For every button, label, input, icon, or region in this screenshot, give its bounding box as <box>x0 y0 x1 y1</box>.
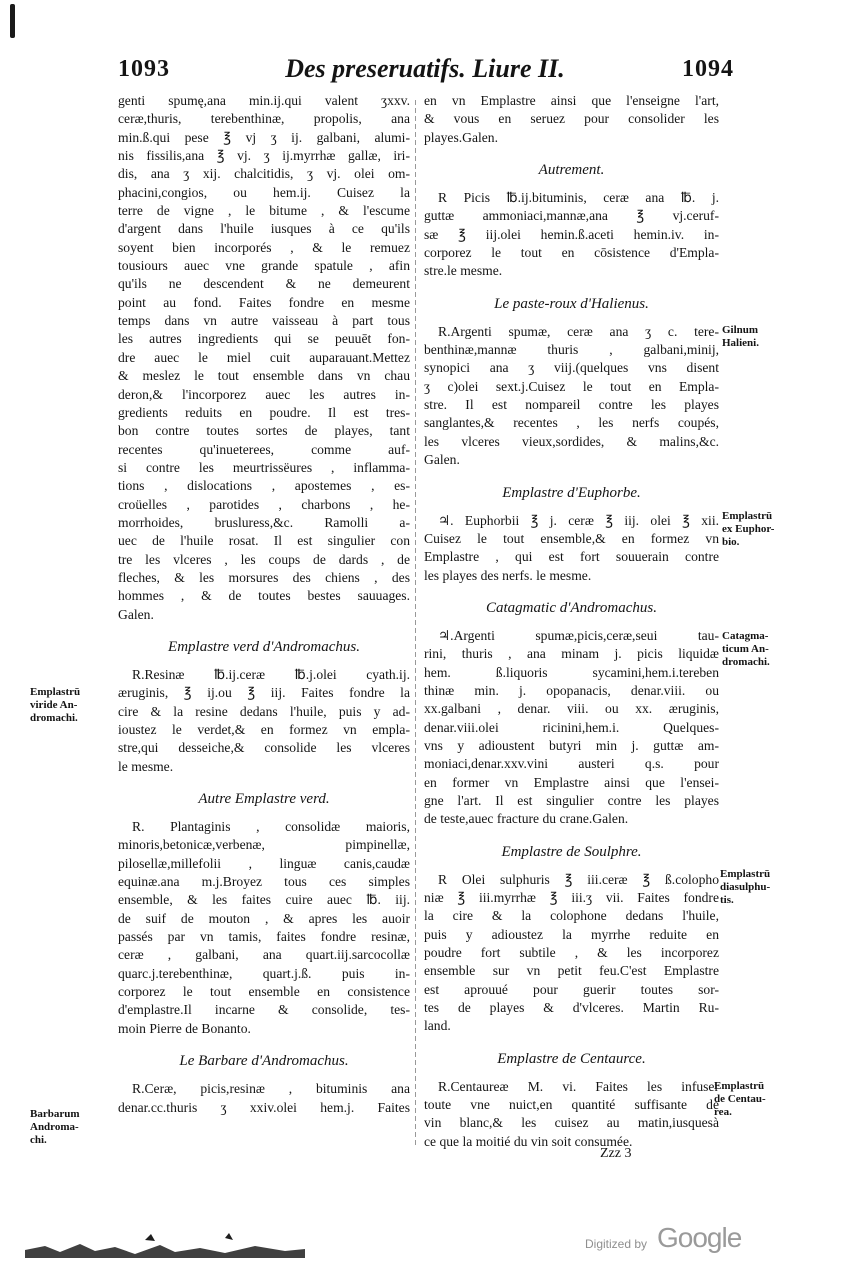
text-line: tre les vlceres , les coups de dards , de <box>118 551 410 567</box>
text-line: en former vn Emplastre ainsi que l'ensei- <box>424 774 719 790</box>
text-line: moniaci,denar.xxv.vini austeri q.s. pour <box>424 756 719 772</box>
text-line: poudre fort subtile , & les incorporez <box>424 945 719 961</box>
text-line: passés par vn tamis, faites fondre resinæ, <box>118 929 410 945</box>
margin-note: Emplastrū de Centau- rea. <box>714 1080 766 1118</box>
text-line: terre de vigne , le bitume , & l'escume <box>118 203 410 219</box>
text-line: de teste,auec fracture du crane.Galen. <box>424 811 629 827</box>
digitized-by-label: Digitized by <box>585 1237 648 1251</box>
text-line: ceræ , galbani, ana quart.iij.sarcocollæ <box>118 947 410 963</box>
text-line: gne l'art. Il est singulier contre les playes <box>424 792 719 808</box>
scan-smudge <box>25 1232 305 1262</box>
margin-note: Gilnum Halieni. <box>722 324 759 349</box>
text-line: vns y adioustent butyri min j. guttæ am- <box>424 737 719 753</box>
text-line: les playes des nerfs. le mesme. <box>424 567 592 583</box>
text-line: Galen. <box>424 452 460 468</box>
section-heading: Autrement. <box>538 162 605 179</box>
text-line: R. Plantaginis , consolidæ maioris, <box>132 819 410 835</box>
text-line: quarc.j.terebenthinæ, quart.j.ß. puis in- <box>118 965 410 981</box>
text-line: equinæ.ana m.j.Broyez tous ces simples <box>118 874 410 890</box>
text-line: croüelles , parotides , charbons , he- <box>118 496 410 512</box>
left-column <box>118 92 410 1117</box>
text-line: R.Resinæ ℔.ij.ceræ ℔.j.olei cyath.ij. <box>132 666 410 682</box>
running-title: Des preseruatifs. Liure II. <box>285 54 565 83</box>
text-line: ce que la moitié du vin soit consumée. <box>424 1133 633 1149</box>
text-line: si contre les meurtrissëures , inflamma- <box>118 459 410 475</box>
text-line: benthinæ,mannæ thuris , galbani,minij, <box>424 342 719 358</box>
catchword: Zzz 3 <box>600 1146 632 1161</box>
text-line: toute vne nuict,en quantité suffisante de <box>424 1097 719 1113</box>
text-line: deron,& l'incorporez auec les autres in- <box>118 386 410 402</box>
text-line: bon contre toutes sortes de playes, tant <box>118 423 410 439</box>
text-line: les vlceres vieux,sordides, & malins,&c. <box>424 433 719 449</box>
text-line: stre,qui desseiche,& consolide les vlceres <box>118 740 410 756</box>
section-heading: Le Barbare d'Andromachus. <box>179 1053 349 1070</box>
right-column <box>424 92 719 1151</box>
text-line: & meslez le tout ensemble dans vn chau <box>118 368 410 384</box>
text-line: tions , dislocations , apostemes , es- <box>118 478 410 494</box>
text-line: denar.cc.thuris ʒ xxiv.olei hem.j. Faites <box>118 1099 410 1115</box>
text-line: pilosellæ,millefolii , linguæ canis,caudæ <box>118 855 410 871</box>
text-line: rini, thuris , ana minam j. picis liquidæ <box>424 646 719 662</box>
page-header <box>110 54 740 90</box>
text-line: stre.le mesme. <box>424 263 503 279</box>
page-edge-mark <box>10 4 15 38</box>
text-line: R.Centaureæ M. vi. Faites les infuser <box>438 1078 719 1094</box>
text-line: cire & la resine dedans l'huile, puis y ad- <box>118 703 410 719</box>
left-page-number: 1093 <box>118 56 170 82</box>
margin-note: Emplastrū ex Euphor- bio. <box>722 510 775 548</box>
text-line: corporez le tout ensemble en consistence <box>118 984 410 1000</box>
text-line: hommes , & de toutes bestes sauuages. <box>118 588 410 604</box>
text-line: æruginis, ℥ ij.ou ℥ iij. Faites fondre la <box>118 685 410 701</box>
text-line: stre. Il est nompareil contre les playes <box>424 397 719 413</box>
text-line: de suif de mouton , & apres les auoir <box>118 910 410 926</box>
text-line: synopici ana ʒ viij.(quelques vns disent <box>424 360 719 376</box>
text-line: genti spumę,ana min.ij.qui valent ʒxxv. <box>118 93 410 108</box>
text-line: ioustez le verdet,& en formez vn empla- <box>118 722 410 737</box>
section-heading: Autre Emplastre verd. <box>198 791 330 808</box>
text-line: min.ß.qui pese ℥ vj ʒ ij. galbani, alumi- <box>118 129 410 145</box>
text-line: R Olei sulphuris ℥ iii.ceræ ℥ ß.colopho <box>438 871 719 887</box>
text-line: phacini,congios, ou hem.ij. Cuisez la <box>118 184 410 200</box>
text-line: le mesme. <box>118 758 174 774</box>
text-line: recentes qu'inueterees, comme auf- <box>118 441 410 457</box>
text-line: puis y adioustez la myrrhe reduite en <box>424 926 719 942</box>
text-line: thinæ min. j. opopanacis, denar.viii. ou <box>424 682 719 698</box>
text-line: ʒ c)olei sext.j.Cuisez le tout en Empla- <box>424 378 719 394</box>
text-line: ♃. Euphorbii ℥ j. ceræ ℥ iij. olei ℥ xii. <box>438 512 719 528</box>
google-logo: Google <box>657 1222 742 1253</box>
text-line: d'emplastre.Il incarne & consolide, tes- <box>118 1002 410 1018</box>
text-line: en vn Emplastre ainsi que l'enseigne l'art, <box>424 93 719 108</box>
text-line: sanglantes,& recentes , les nerfs coupés, <box>424 415 719 431</box>
section-heading: Emplastre verd d'Andromachus. <box>168 638 360 655</box>
text-line: soyent bien incorporés , & le remuez <box>118 239 410 255</box>
text-line: niæ ℥ iii.myrrhæ ℥ iii.ʒ vii. Faites fondre <box>424 890 719 905</box>
text-line: Galen. <box>118 606 154 622</box>
text-line: ensemble, & les faites cuire auec ℔. iij. <box>118 892 410 908</box>
text-line: morrhoides, brusluress,&c. Ramolli a- <box>118 514 410 530</box>
text-line: ceræ,thuris, terebenthinæ, propolis, ana <box>118 111 410 127</box>
text-line: vin blanc,& les cuisez au matin,iusquesà <box>424 1115 719 1131</box>
text-line: point au fond. Faites fondre en mesme <box>118 294 410 310</box>
text-line: R.Argenti spumæ, ceræ ana ʒ c. tere- <box>438 323 719 339</box>
text-line: R.Ceræ, picis,resinæ , bituminis ana <box>132 1081 410 1097</box>
right-page-number: 1094 <box>682 56 734 82</box>
text-line: la cire & la colophone dedans l'huile, <box>424 908 719 924</box>
text-line: minoris,betonicæ,verbenæ, pimpinellæ, <box>118 837 410 853</box>
margin-note: Emplastrū diasulphu- tis. <box>720 868 771 906</box>
text-line: hem. ß.liquoris sycamini,hem.i.tereben <box>424 664 719 680</box>
text-line: Emplastre , qui est fort souuerain contre <box>424 549 719 565</box>
text-line: tousiours auec vne grande spatule , afin <box>118 258 410 274</box>
section-heading: Emplastre d'Euphorbe. <box>502 484 641 501</box>
text-line: & vous en seruez pour consolider les <box>424 111 719 127</box>
text-line: dis, ana ʒ xij. chalcitidis, ʒ vj. olei om- <box>118 166 410 182</box>
margin-note: Catagma- ticum An- dromachi. <box>722 630 770 668</box>
text-line: playes.Galen. <box>424 129 498 145</box>
text-line: Cuisez le tout ensemble,& en formez vn <box>424 530 719 546</box>
text-line: guttæ ammoniaci,mannæ,ana ℥ vj.ceruf- <box>424 208 719 224</box>
text-line: gredients reduits en poudre. Il est tres- <box>118 404 410 420</box>
text-line: ensemble sur vn petit feu.C'est Emplastre <box>424 963 719 979</box>
text-line: corporez le tout en cōsistence d'Empla- <box>424 245 719 261</box>
text-line: xx.galbani , denar. viii. ou xx. æruginis, <box>424 701 719 717</box>
column-divider <box>415 100 416 1145</box>
text-line: d'argent dans l'huile iusques à ce qu'ils <box>118 221 410 237</box>
text-line: tes de playes & d'vlceres. Martin Ru- <box>424 1000 719 1016</box>
section-heading: Emplastre de Soulphre. <box>501 843 642 860</box>
text-line: qu'ils ne descendent & ne demeurent <box>118 276 410 292</box>
text-line: uec de l'huile rosat. Il est singulier con <box>118 533 410 549</box>
section-heading: Catagmatic d'Andromachus. <box>486 599 657 616</box>
text-line: dre auec le miel cuit auparauant.Mettez <box>118 349 410 365</box>
text-line: moin Pierre de Bonanto. <box>118 1020 251 1036</box>
text-line: R Picis ℔.ij.bituminis, ceræ ana ℔. j. <box>438 190 719 206</box>
section-heading: Emplastre de Centaurce. <box>497 1050 646 1067</box>
text-line: land. <box>424 1018 451 1034</box>
text-line: temps dans vn autre vaisseau à part tous <box>118 313 410 329</box>
text-line: les autres ingredients qui se peuuēt fon- <box>118 331 410 347</box>
text-line: fleches, & les morsures des chiens , des <box>118 569 410 585</box>
text-line: sæ ℥ iij.olei hemin.ß.aceti hemin.iv. in- <box>424 226 719 242</box>
text-line: ♃.Argenti spumæ,picis,ceræ,seui tau- <box>438 627 719 643</box>
section-heading: Le paste-roux d'Halienus. <box>494 295 649 312</box>
text-line: denar.viii.olei ricinini,hem.i. Quelques- <box>424 719 719 735</box>
text-line: nis fissilis,ana ℥ vj. ʒ ij.myrrhæ gallæ, iri- <box>118 148 410 164</box>
google-watermark <box>585 1222 765 1258</box>
text-line: est aprouué pour guerir toutes sor- <box>424 981 719 997</box>
margin-note: Emplastrū viride An- dromachi. <box>30 686 81 724</box>
margin-note: Barbarum Androma- chi. <box>30 1108 80 1146</box>
